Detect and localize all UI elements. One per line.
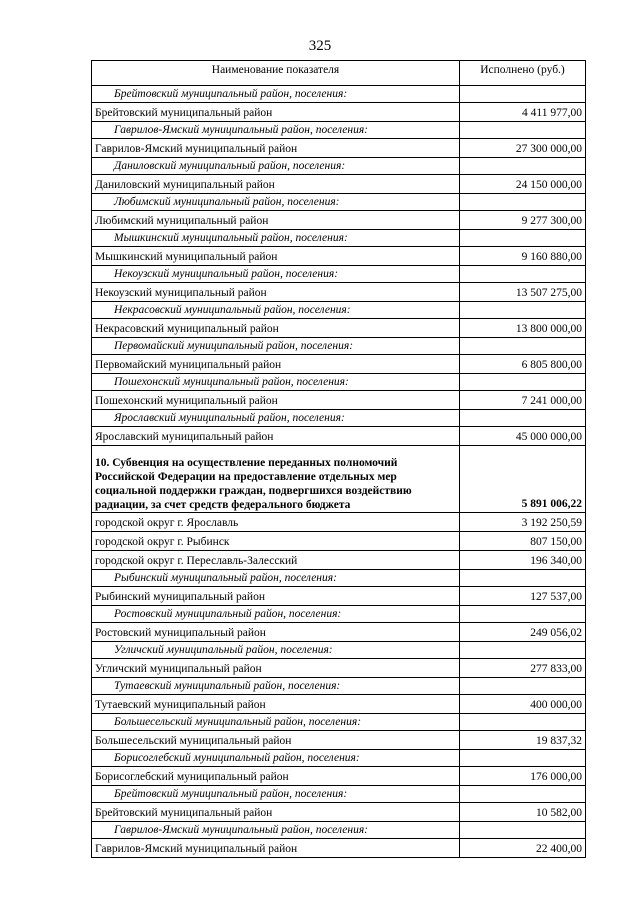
subheading-row xyxy=(92,786,586,803)
indicator-name: Рыбинский муниципальный район, поселения: xyxy=(92,570,460,587)
indicator-name: Угличский муниципальный район, поселения: xyxy=(92,642,460,659)
indicator-name: Некоузский муниципальный район xyxy=(92,283,460,302)
indicator-name: Брейтовский муниципальный район xyxy=(92,803,460,822)
indicator-name: Брейтовский муниципальный район, поселения: xyxy=(92,86,460,103)
indicator-name: Гаврилов-Ямский муниципальный район, поселения: xyxy=(92,822,460,839)
executed-value: 13 507 275,00 xyxy=(460,283,586,302)
subheading-row xyxy=(92,822,586,839)
table-row xyxy=(92,803,586,822)
subheading-row xyxy=(92,714,586,731)
executed-value: 13 800 000,00 xyxy=(460,319,586,338)
subheading-row xyxy=(92,642,586,659)
indicator-name: Первомайский муниципальный район, поселения: xyxy=(92,338,460,355)
subheading-row xyxy=(92,302,586,319)
subheading-row xyxy=(92,750,586,767)
executed-value xyxy=(460,230,586,247)
indicator-name: Брейтовский муниципальный район, поселения: xyxy=(92,786,460,803)
table-row xyxy=(92,551,586,570)
indicator-name: Мышкинский муниципальный район, поселения: xyxy=(92,230,460,247)
section-total: 5 891 006,22 xyxy=(460,446,586,513)
table-row xyxy=(92,355,586,374)
executed-value xyxy=(460,786,586,803)
executed-value xyxy=(460,714,586,731)
table-row xyxy=(92,391,586,410)
indicator-name: Ярославский муниципальный район xyxy=(92,427,460,446)
indicator-name: Некрасовский муниципальный район, поселения: xyxy=(92,302,460,319)
executed-value: 24 150 000,00 xyxy=(460,175,586,194)
indicator-name: Гаврилов-Ямский муниципальный район xyxy=(92,139,460,158)
executed-value xyxy=(460,122,586,139)
executed-value xyxy=(460,570,586,587)
table-row xyxy=(92,695,586,714)
subheading-row xyxy=(92,266,586,283)
indicator-name: Некрасовский муниципальный район xyxy=(92,319,460,338)
executed-value: 3 192 250,59 xyxy=(460,513,586,532)
executed-value: 249 056,02 xyxy=(460,623,586,642)
executed-value: 277 833,00 xyxy=(460,659,586,678)
executed-value: 9 160 880,00 xyxy=(460,247,586,266)
table-body xyxy=(92,86,586,858)
subheading-row xyxy=(92,606,586,623)
subheading-row xyxy=(92,122,586,139)
indicator-name: Борисоглебский муниципальный район xyxy=(92,767,460,786)
table-row xyxy=(92,767,586,786)
indicator-name: Ростовский муниципальный район xyxy=(92,623,460,642)
indicator-name: Рыбинский муниципальный район xyxy=(92,587,460,606)
indicator-name: городской округ г. Рыбинск xyxy=(92,532,460,551)
table-row xyxy=(92,839,586,858)
indicator-name: Пошехонский муниципальный район, поселения: xyxy=(92,374,460,391)
indicator-name: Борисоглебский муниципальный район, поселения: xyxy=(92,750,460,767)
table-row xyxy=(92,211,586,230)
indicator-name: Тутаевский муниципальный район, поселения: xyxy=(92,678,460,695)
subheading-row xyxy=(92,158,586,175)
indicator-name: Гаврилов-Ямский муниципальный район xyxy=(92,839,460,858)
page-number: 325 xyxy=(308,38,332,54)
executed-value: 4 411 977,00 xyxy=(460,103,586,122)
indicator-name: Даниловский муниципальный район xyxy=(92,175,460,194)
executed-value xyxy=(460,86,586,103)
subheading-row xyxy=(92,86,586,103)
executed-value xyxy=(460,678,586,695)
indicator-name: Мышкинский муниципальный район xyxy=(92,247,460,266)
subheading-row xyxy=(92,338,586,355)
indicator-name: Большесельский муниципальный район xyxy=(92,731,460,750)
subheading-row xyxy=(92,678,586,695)
executed-value: 176 000,00 xyxy=(460,767,586,786)
table-row xyxy=(92,659,586,678)
table-row xyxy=(92,532,586,551)
executed-value xyxy=(460,750,586,767)
executed-value xyxy=(460,266,586,283)
subheading-row xyxy=(92,570,586,587)
subheading-row xyxy=(92,410,586,427)
executed-value: 9 277 300,00 xyxy=(460,211,586,230)
indicator-name: Пошехонский муниципальный район xyxy=(92,391,460,410)
indicator-name: Брейтовский муниципальный район xyxy=(92,103,460,122)
subheading-row xyxy=(92,194,586,211)
indicator-name: городской округ г. Переславль-Залесский xyxy=(92,551,460,570)
indicator-name: городской округ г. Ярославль xyxy=(92,513,460,532)
executed-value xyxy=(460,194,586,211)
table-row xyxy=(92,247,586,266)
table-row xyxy=(92,427,586,446)
table-header-row xyxy=(92,61,586,86)
executed-value xyxy=(460,822,586,839)
table-row xyxy=(92,623,586,642)
table-row xyxy=(92,319,586,338)
section-row xyxy=(92,446,586,513)
executed-value: 22 400,00 xyxy=(460,839,586,858)
executed-value xyxy=(460,302,586,319)
column-header-indicator: Наименование показателя xyxy=(92,61,460,86)
table-row xyxy=(92,731,586,750)
executed-value: 400 000,00 xyxy=(460,695,586,714)
column-header-executed: Исполнено (руб.) xyxy=(460,61,586,86)
executed-value xyxy=(460,410,586,427)
executed-value xyxy=(460,158,586,175)
indicator-name: Тутаевский муниципальный район xyxy=(92,695,460,714)
subheading-row xyxy=(92,374,586,391)
executed-value: 127 537,00 xyxy=(460,587,586,606)
executed-value: 6 805 800,00 xyxy=(460,355,586,374)
executed-value xyxy=(460,374,586,391)
executed-value xyxy=(460,338,586,355)
executed-value: 10 582,00 xyxy=(460,803,586,822)
indicator-name: Угличский муниципальный район xyxy=(92,659,460,678)
indicator-name: Большесельский муниципальный район, поселения: xyxy=(92,714,460,731)
executed-value xyxy=(460,642,586,659)
indicator-name: Первомайский муниципальный район xyxy=(92,355,460,374)
executed-value xyxy=(460,606,586,623)
indicator-name: Ростовский муниципальный район, поселения: xyxy=(92,606,460,623)
executed-value: 27 300 000,00 xyxy=(460,139,586,158)
executed-value: 807 150,00 xyxy=(460,532,586,551)
indicator-name: Гаврилов-Ямский муниципальный район, поселения: xyxy=(92,122,460,139)
section-title: 10. Субвенция на осуществление переданных полномочий Российской Федерации на предоставление отдельных мер социальной поддержки граждан, подвергшихся воздействию радиации, за счет средств федерального бюджета xyxy=(92,446,460,513)
budget-table xyxy=(91,60,586,858)
table-row xyxy=(92,513,586,532)
indicator-name: Ярославский муниципальный район, поселения: xyxy=(92,410,460,427)
indicator-name: Даниловский муниципальный район, поселения: xyxy=(92,158,460,175)
table-row xyxy=(92,139,586,158)
executed-value: 196 340,00 xyxy=(460,551,586,570)
subheading-row xyxy=(92,230,586,247)
executed-value: 45 000 000,00 xyxy=(460,427,586,446)
executed-value: 19 837,32 xyxy=(460,731,586,750)
table-row xyxy=(92,175,586,194)
executed-value: 7 241 000,00 xyxy=(460,391,586,410)
indicator-name: Любимский муниципальный район xyxy=(92,211,460,230)
table-row xyxy=(92,587,586,606)
indicator-name: Некоузский муниципальный район, поселения: xyxy=(92,266,460,283)
indicator-name: Любимский муниципальный район, поселения: xyxy=(92,194,460,211)
table-row xyxy=(92,283,586,302)
table-row xyxy=(92,103,586,122)
